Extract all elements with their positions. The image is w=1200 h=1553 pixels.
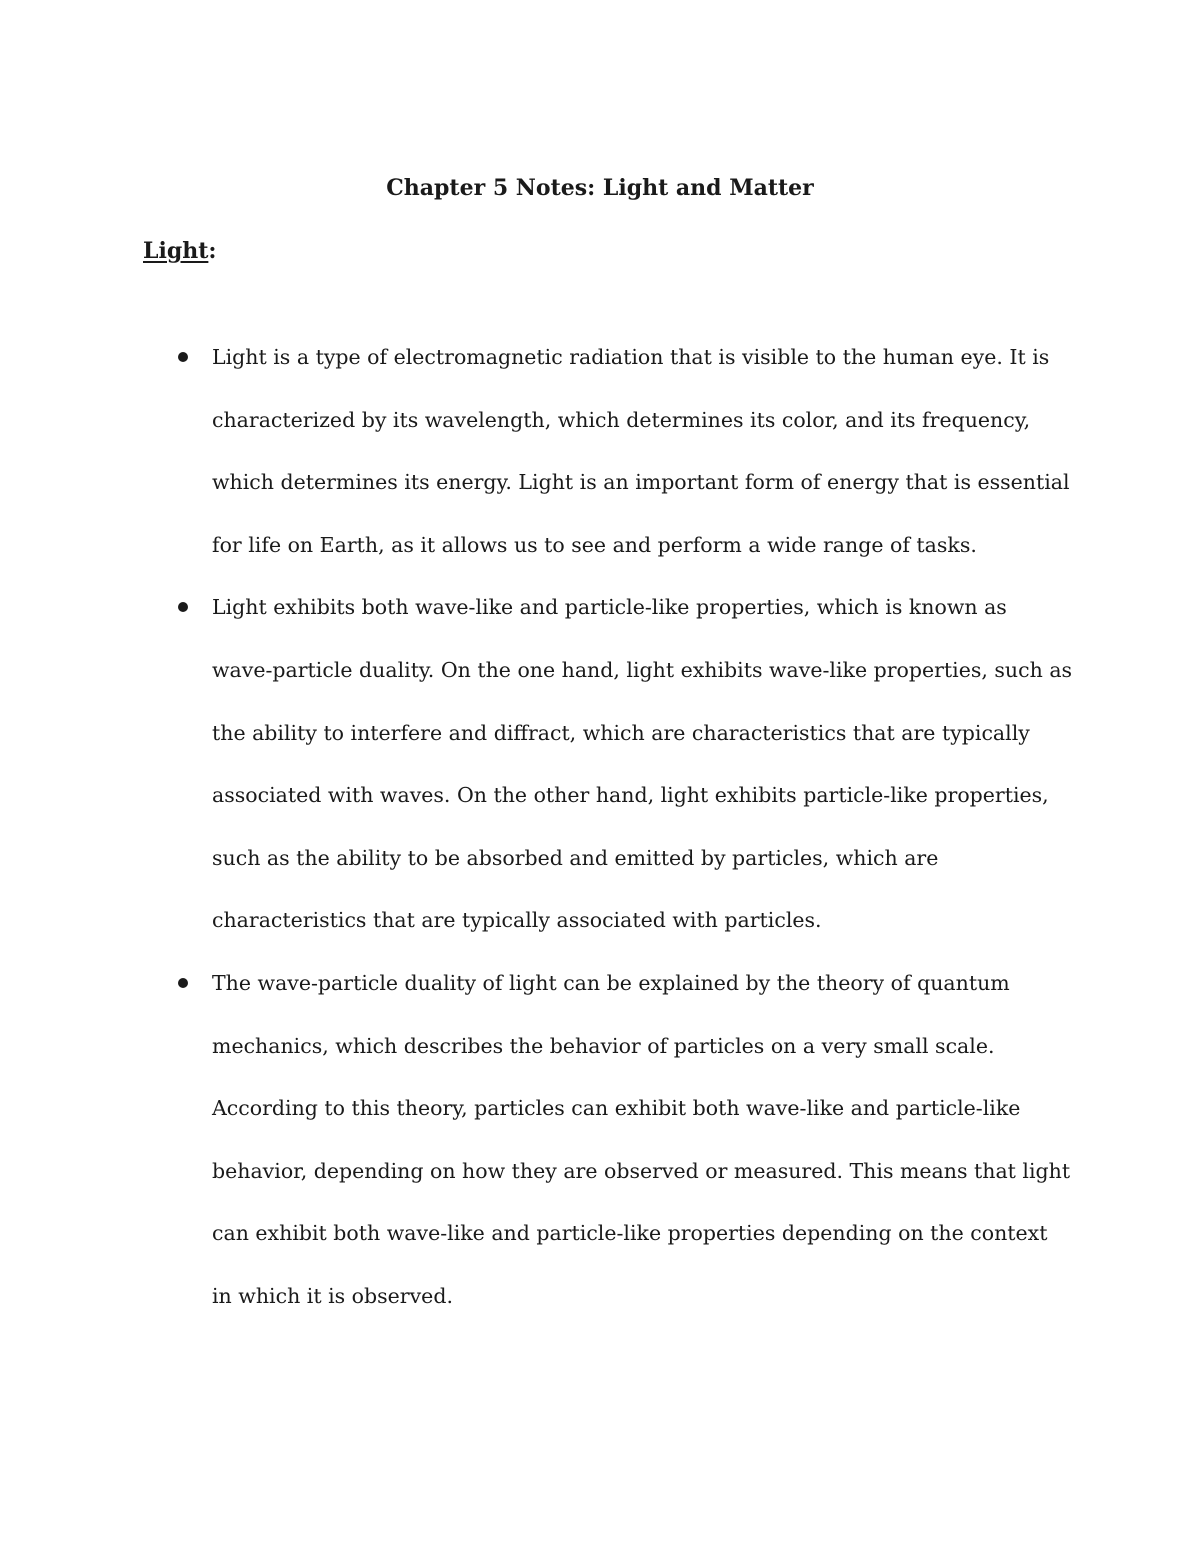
section-heading-colon: : bbox=[208, 238, 217, 264]
bullet-list bbox=[143, 326, 1073, 1328]
list-item bbox=[143, 326, 1073, 576]
section-heading-text: Light bbox=[143, 238, 209, 264]
bullet-text: Light exhibits both wave-like and particle-like properties, which is known as wave-particle duality. On the one hand, light exhibits wave-like properties, such as the ability to interfere and diffract, which are characteristics that are typically associated with waves. On the other hand, light exhibits particle-like properties, such as the ability to be absorbed and emitted by particles, which are characteristics that are typically associated with particles. bbox=[212, 595, 1073, 933]
bullet-text: Light is a type of electromagnetic radiation that is visible to the human eye. It is characterized by its wavelength, which determines its color, and its frequency, which determines its energy. Light is an important form of energy that is essential for life on Earth, as it allows us to see and perform a wide range of tasks. bbox=[212, 345, 1070, 557]
bullet-icon bbox=[178, 602, 188, 612]
list-item bbox=[143, 576, 1073, 952]
section-heading-light bbox=[143, 233, 217, 269]
page-title: Chapter 5 Notes: Light and Matter bbox=[386, 175, 814, 201]
bullet-text: The wave-particle duality of light can be explained by the theory of quantum mechanics, which describes the behavior of particles on a very small scale. According to this theory, particles can exhibit both wave-like and particle-like behavior, depending on how they are observed or measured. This means that light can exhibit both wave-like and particle-like properties depending on the context in which it is observed. bbox=[212, 970, 1071, 1308]
list-item bbox=[143, 952, 1073, 1328]
bullet-icon bbox=[178, 978, 188, 988]
bullet-icon bbox=[178, 352, 188, 362]
